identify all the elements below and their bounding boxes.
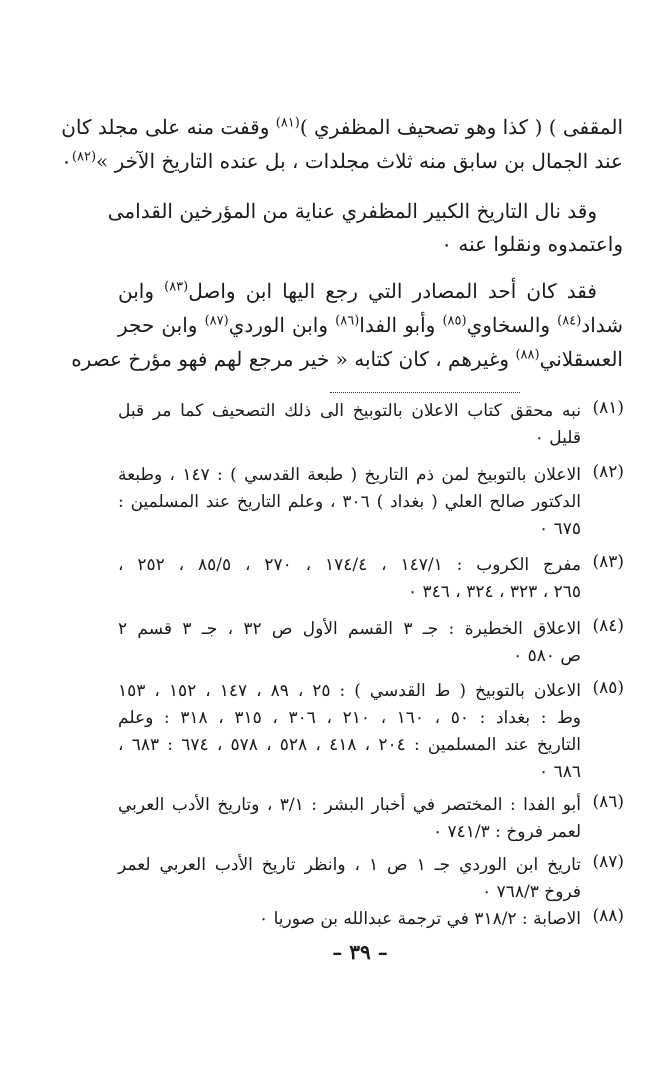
footnote-81 xyxy=(118,398,624,452)
footnote-line: قليل ٠ xyxy=(534,428,581,448)
page-number: – ٣٩ – xyxy=(332,940,388,964)
footnote-number: (٨٢) xyxy=(592,462,624,482)
footnote-ref: (٨٦) xyxy=(335,313,360,329)
footnote-number: (٨٨) xyxy=(592,906,624,926)
footnote-85 xyxy=(118,678,624,786)
body-text: وقفت منه على مجلد كان xyxy=(61,115,276,139)
footnote-line: فروخ ٧٦٨/٣ ٠ xyxy=(482,882,581,902)
footnote-ref: (٨٧) xyxy=(204,313,229,329)
footnote-line: الدكتور صالح العلي ( بغداد ) ٣٠٦ ، وعلم التاريخ عند المسلمين : xyxy=(118,492,581,512)
body-line-6 xyxy=(118,310,623,340)
body-text: وغيرهم ، كان كتابه « خير مرجع لهم فهو مؤرخ عصره xyxy=(71,347,516,371)
footnote-number: (٨٦) xyxy=(592,792,624,812)
footnote-line: ٦٧٥ ٠ xyxy=(539,519,581,539)
footnote-line: الاعلاق الخطيرة : جـ ٣ القسم الأول ص ٣٢ ، جـ ٣ قسم ٢ xyxy=(118,619,582,639)
body-text: ٠ xyxy=(61,149,72,173)
footnote-line: الاعلان بالتوبيخ لمن ذم التاريخ ( طبعة القدسي ) : ١٤٧ ، وطبعة xyxy=(118,465,581,485)
footnote-ref: (٨٣) xyxy=(164,279,189,295)
body-text: واعتمدوه ونقلوا عنه ٠ xyxy=(441,232,623,256)
footnote-line: الاصابة : ٣١٨/٢ في ترجمة عبدالله بن صوريا ٠ xyxy=(259,909,581,929)
footnote-ref: (٨٢) xyxy=(71,149,97,165)
footnote-87 xyxy=(118,852,624,906)
footnote-line: الاعلان بالتوبيخ ( ط القدسي ) : ٢٥ ، ٨٩ ، ١٤٧ ، ١٥٢ ، ١٥٣ xyxy=(118,681,582,701)
body-line-1 xyxy=(61,112,623,142)
body-text: وقد نال التاريخ الكبير المظفري عناية من المؤرخين القدامى xyxy=(107,199,597,223)
footnote-ref: (٨١) xyxy=(275,115,300,131)
footnote-line: نبه محقق كتاب الاعلان بالتوبيخ الى ذلك التصحيف كما مر قبل xyxy=(118,401,581,421)
body-line-3 xyxy=(107,196,597,226)
footnote-number: (٨١) xyxy=(592,398,624,418)
body-text: العسقلاني xyxy=(539,347,623,371)
footnote-line: وط : بغداد : ٥٠ ، ١٦٠ ، ٢١٠ ، ٣٠٦ ، ٣١٥ ، ٣١٨ : وعلم xyxy=(118,708,582,728)
footnote-number: (٨٥) xyxy=(592,678,624,698)
footnote-divider xyxy=(330,392,520,393)
body-text: وابن xyxy=(118,279,165,303)
body-line-5 xyxy=(118,276,597,306)
footnote-line: ص ٥٨٠ ٠ xyxy=(513,646,581,666)
footnote-line: مفرج الكروب : ١٤٧/١ ، ١٧٤/٤ ، ٢٧٠ ، ٨٥/٥ ، ٢٥٢ ، xyxy=(118,555,582,575)
body-line-2 xyxy=(61,146,623,176)
body-text: وأبو الفدا xyxy=(359,313,443,337)
footnote-number: (٨٧) xyxy=(592,852,624,872)
body-line-4 xyxy=(118,229,623,259)
footnote-82 xyxy=(118,462,624,543)
footnote-ref: (٨٤) xyxy=(557,313,582,329)
footnote-line: التاريخ عند المسلمين : ٢٠٤ ، ٤١٨ ، ٥٢٨ ، ٥٧٨ ، ٦٧٤ : ٦٨٣ ، xyxy=(118,735,581,755)
footnote-83 xyxy=(118,552,624,606)
footnote-86 xyxy=(118,792,624,846)
body-text: المقفى ) ( كذا وهو تصحيف المظفري ) xyxy=(299,115,623,139)
footnote-ref: (٨٥) xyxy=(442,313,467,329)
body-text: عند الجمال بن سابق منه ثلاث مجلدات ، بل عنده التاريخ الآخر » xyxy=(96,149,623,173)
footnote-88 xyxy=(118,906,624,933)
body-text: شداد xyxy=(581,313,624,337)
footnote-line: أبو الفدا : المختصر في أخبار البشر : ٣/١ ، وتاريخ الأدب العربي xyxy=(118,795,582,815)
footnote-line: تاريخ ابن الوردي جـ ١ ص ١ ، وانظر تاريخ الأدب العربي لعمر xyxy=(118,855,581,875)
body-text: وابن حجر xyxy=(118,313,205,337)
footnote-ref: (٨٨) xyxy=(515,347,540,363)
body-text: وابن الوردي xyxy=(228,313,336,337)
footnote-number: (٨٤) xyxy=(592,616,624,636)
footnote-line: ٦٨٦ ٠ xyxy=(539,762,581,782)
footnote-line: لعمر فروخ : ٧٤١/٣ ٠ xyxy=(432,822,581,842)
footnote-number: (٨٣) xyxy=(592,552,624,572)
footnote-line: ٢٦٥ ، ٣٢٣ ، ٣٢٤ ، ٣٤٦ ٠ xyxy=(407,582,581,602)
body-text: والسخاوي xyxy=(466,313,558,337)
footnote-84 xyxy=(118,616,624,670)
body-line-7 xyxy=(71,344,623,374)
body-text: فقد كان أحد المصادر التي رجع اليها ابن واصل xyxy=(188,279,597,303)
